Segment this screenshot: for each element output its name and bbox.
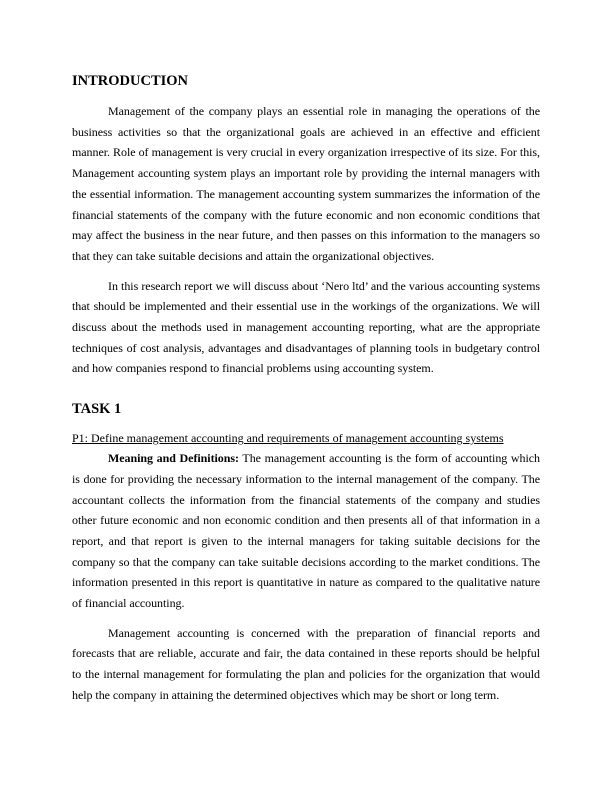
task1-heading: TASK 1 bbox=[72, 401, 122, 418]
introduction-paragraph-1: Management of the company plays an essential role in managing the operations of the business activities so that the organizational goals are achieved in an effective and efficient manner. Role of management is very crucial in every organization irrespective of its size. For this, Management accounting system plays an important role by providing the internal managers with the essential information. The management accounting system summarizes the information of the financial statements of the company with the future economic and non economic conditions that may affect the business in the near future, and then passes on this information to the managers so that they can take suitable decisions and attain the organizational objectives. bbox=[72, 104, 540, 263]
meaning-paragraph bbox=[72, 448, 540, 614]
task1-paragraph-2: Management accounting is concerned with the preparation of financial reports and forecasts that are reliable, accurate and fair, the data contained in these reports should be helpful to the internal management for formulating the plan and policies for the organization that would help the company in attaining the determined objectives which may be short or long term. bbox=[72, 625, 540, 702]
introduction-heading: INTRODUCTION bbox=[72, 73, 189, 89]
meaning-label: Meaning and Definitions: bbox=[108, 451, 239, 466]
introduction-paragraph-2: In this research report we will discuss about ‘Nero ltd’ and the various accounting systems that should be implemented and their essential use in the workings of the organizations. We will discuss about the methods used in management accounting reporting, what are the appropriate techniques of cost analysis, advantages and disadvantages of planning tools in budgetary control and how companies respond to financial problems using accounting system. bbox=[72, 278, 540, 376]
document-page bbox=[72, 72, 540, 706]
task1-subheading: P1: Define management accounting and requirements of management accounting systems bbox=[72, 431, 504, 446]
meaning-text: The management accounting is the form of accounting which is done for providing the necessary information to the internal management of the company. The accountant collects the information from the financial statements of the company and studies other future economic and non economic condition and then presents all of that information in a report, and that report is given to the internal managers for taking suitable decisions for the company so that the company can take suitable decisions according to the market conditions. The information presented in this report is quantitative in nature as compared to the qualitative nature of financial accounting. bbox=[72, 451, 541, 611]
